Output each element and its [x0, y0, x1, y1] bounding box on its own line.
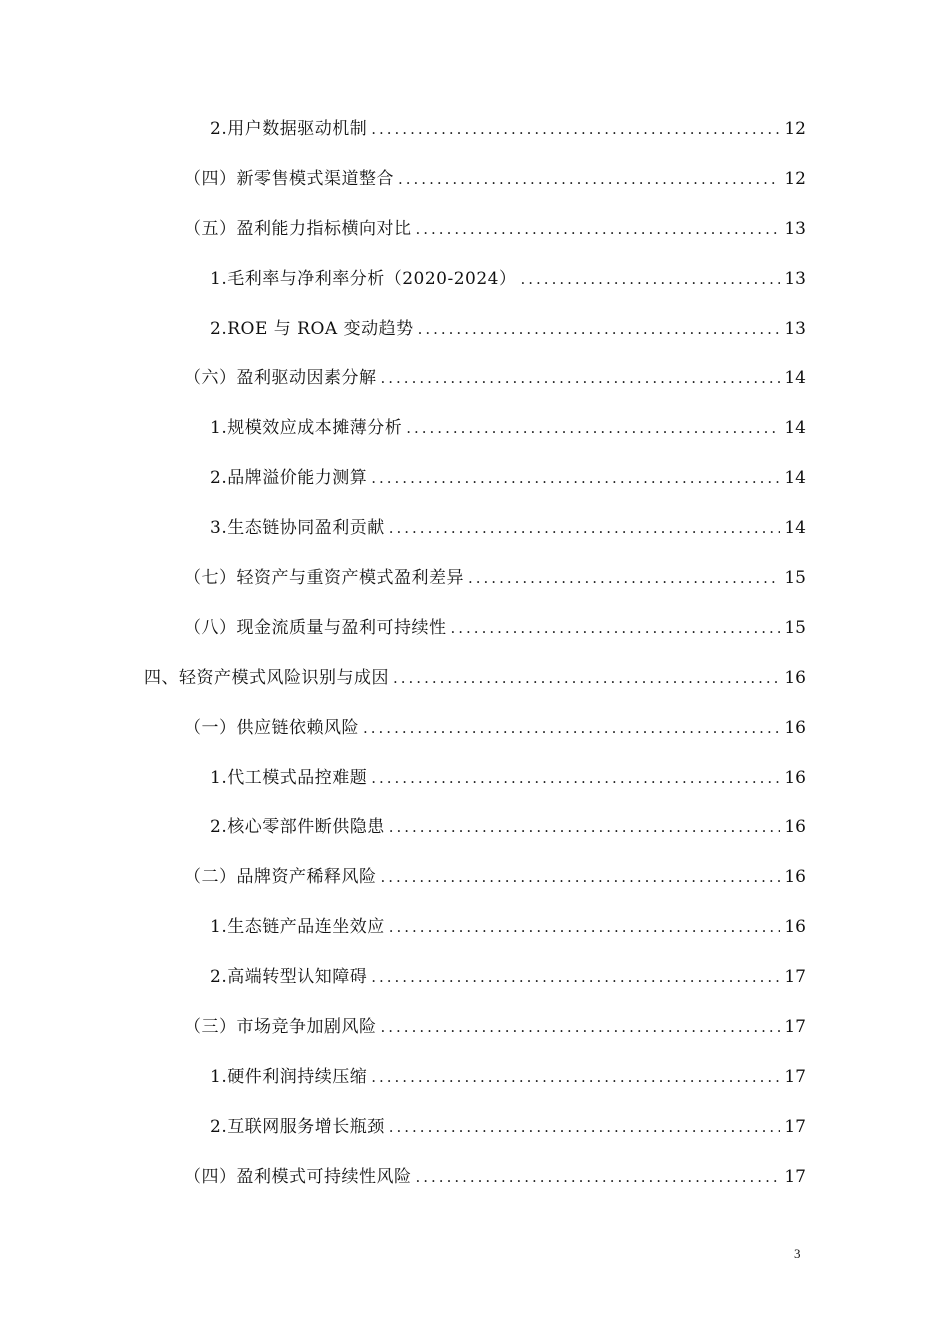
toc-dot-leader — [381, 865, 781, 889]
toc-dot-leader — [451, 616, 781, 640]
toc-entry-page: 14 — [784, 468, 806, 489]
toc-entry-label: 1.规模效应成本摊薄分析 — [210, 418, 403, 439]
toc-dot-leader — [371, 1065, 780, 1089]
toc-entry-line — [144, 666, 806, 690]
toc-entry-line — [184, 167, 806, 191]
toc-entry[interactable] — [0, 852, 950, 902]
toc-dot-leader — [416, 217, 781, 241]
toc-entry-page: 13 — [784, 218, 806, 239]
toc-dot-leader — [381, 366, 781, 390]
toc-entry-line — [184, 566, 806, 590]
toc-dot-leader — [381, 1015, 781, 1039]
toc-entry-label: （七）轻资产与重资产模式盈利差异 — [184, 567, 464, 588]
toc-entry-label: 1.毛利率与净利率分析（2020-2024） — [210, 268, 517, 289]
toc-entry-line — [210, 965, 806, 989]
toc-entry-page: 12 — [784, 118, 806, 139]
toc-entry-page: 16 — [784, 767, 806, 788]
toc-entry-page: 17 — [784, 1116, 806, 1137]
toc-dot-leader — [398, 167, 780, 191]
toc-entry[interactable] — [0, 403, 950, 453]
toc-entry-page: 16 — [784, 867, 806, 888]
toc-entry-page: 13 — [784, 268, 806, 289]
toc-entry-page: 17 — [784, 1066, 806, 1087]
toc-entry-line — [210, 1115, 806, 1139]
toc-entry-label: （四）盈利模式可持续性风险 — [184, 1166, 412, 1187]
toc-entry-label: 1.代工模式品控难题 — [210, 767, 368, 788]
table-of-contents — [0, 104, 950, 1202]
toc-entry-line — [210, 117, 806, 141]
toc-entry[interactable] — [0, 254, 950, 304]
toc-entry-page: 17 — [784, 1166, 806, 1187]
toc-dot-leader — [393, 666, 780, 690]
toc-entry[interactable] — [0, 603, 950, 653]
toc-entry-line — [210, 766, 806, 790]
toc-entry[interactable] — [0, 703, 950, 753]
toc-entry-page: 14 — [784, 518, 806, 539]
toc-entry[interactable] — [0, 1002, 950, 1052]
toc-entry[interactable] — [0, 353, 950, 403]
toc-entry-line — [210, 267, 806, 291]
toc-entry-page: 12 — [784, 168, 806, 189]
toc-entry-label: （八）现金流质量与盈利可持续性 — [184, 617, 447, 638]
toc-entry[interactable] — [0, 503, 950, 553]
toc-entry-label: （一）供应链依赖风险 — [184, 717, 359, 738]
toc-entry[interactable] — [0, 553, 950, 603]
toc-dot-leader — [418, 317, 781, 341]
toc-entry-line — [210, 915, 806, 939]
toc-dot-leader — [406, 416, 780, 440]
toc-entry-line — [184, 1015, 806, 1039]
toc-dot-leader — [416, 1165, 781, 1189]
toc-entry-line — [184, 366, 806, 390]
toc-entry[interactable] — [0, 802, 950, 852]
toc-entry-page: 17 — [784, 1016, 806, 1037]
toc-entry-page: 17 — [784, 967, 806, 988]
toc-entry-label: 2.高端转型认知障碍 — [210, 967, 368, 988]
toc-entry-label: 1.生态链产品连坐效应 — [210, 917, 385, 938]
toc-dot-leader — [389, 815, 781, 839]
toc-entry-page: 15 — [784, 567, 806, 588]
toc-entry-label: 2.互联网服务增长瓶颈 — [210, 1116, 385, 1137]
toc-entry-page: 14 — [784, 368, 806, 389]
toc-dot-leader — [371, 466, 780, 490]
toc-entry-page: 13 — [784, 318, 806, 339]
toc-entry-page: 16 — [784, 717, 806, 738]
toc-dot-leader — [371, 766, 780, 790]
toc-entry-line — [210, 416, 806, 440]
toc-dot-leader — [389, 516, 781, 540]
toc-entry-label: 2.ROE 与 ROA 变动趋势 — [210, 318, 414, 339]
toc-entry[interactable] — [0, 1102, 950, 1152]
toc-entry[interactable] — [0, 653, 950, 703]
toc-dot-leader — [389, 915, 781, 939]
toc-entry[interactable] — [0, 154, 950, 204]
toc-entry-label: 3.生态链协同盈利贡献 — [210, 518, 385, 539]
toc-entry-line — [210, 317, 806, 341]
page-number: 3 — [794, 1246, 801, 1261]
toc-entry-label: 2.核心零部件断供隐患 — [210, 817, 385, 838]
toc-entry[interactable] — [0, 952, 950, 1002]
toc-dot-leader — [371, 965, 780, 989]
toc-dot-leader — [389, 1115, 781, 1139]
toc-entry[interactable] — [0, 304, 950, 354]
toc-entry-line — [210, 815, 806, 839]
toc-entry[interactable] — [0, 753, 950, 803]
toc-entry-label: （五）盈利能力指标横向对比 — [184, 218, 412, 239]
toc-entry-page: 16 — [784, 667, 806, 688]
toc-entry[interactable] — [0, 453, 950, 503]
toc-entry-label: 1.硬件利润持续压缩 — [210, 1066, 368, 1087]
toc-entry[interactable] — [0, 902, 950, 952]
toc-entry[interactable] — [0, 1152, 950, 1202]
toc-entry-line — [184, 865, 806, 889]
toc-dot-leader — [468, 566, 780, 590]
toc-entry-label: 2.品牌溢价能力测算 — [210, 468, 368, 489]
toc-entry[interactable] — [0, 1052, 950, 1102]
toc-dot-leader — [363, 716, 780, 740]
toc-entry-page: 16 — [784, 817, 806, 838]
toc-entry-page: 15 — [784, 617, 806, 638]
toc-entry-line — [184, 1165, 806, 1189]
toc-entry-line — [210, 516, 806, 540]
toc-entry-page: 16 — [784, 917, 806, 938]
toc-entry-label: （四）新零售模式渠道整合 — [184, 168, 394, 189]
toc-entry-line — [184, 716, 806, 740]
toc-entry-label: （三）市场竞争加剧风险 — [184, 1016, 377, 1037]
toc-dot-leader — [371, 117, 780, 141]
toc-dot-leader — [521, 267, 781, 291]
toc-entry-label: （二）品牌资产稀释风险 — [184, 867, 377, 888]
toc-entry-line — [184, 616, 806, 640]
toc-entry-line — [210, 466, 806, 490]
toc-entry-line — [210, 1065, 806, 1089]
toc-entry[interactable] — [0, 204, 950, 254]
toc-entry-line — [184, 217, 806, 241]
toc-entry[interactable] — [0, 104, 950, 154]
toc-entry-label: （六）盈利驱动因素分解 — [184, 368, 377, 389]
toc-entry-page: 14 — [784, 418, 806, 439]
toc-entry-label: 四、轻资产模式风险识别与成因 — [144, 667, 389, 688]
toc-entry-label: 2.用户数据驱动机制 — [210, 118, 368, 139]
